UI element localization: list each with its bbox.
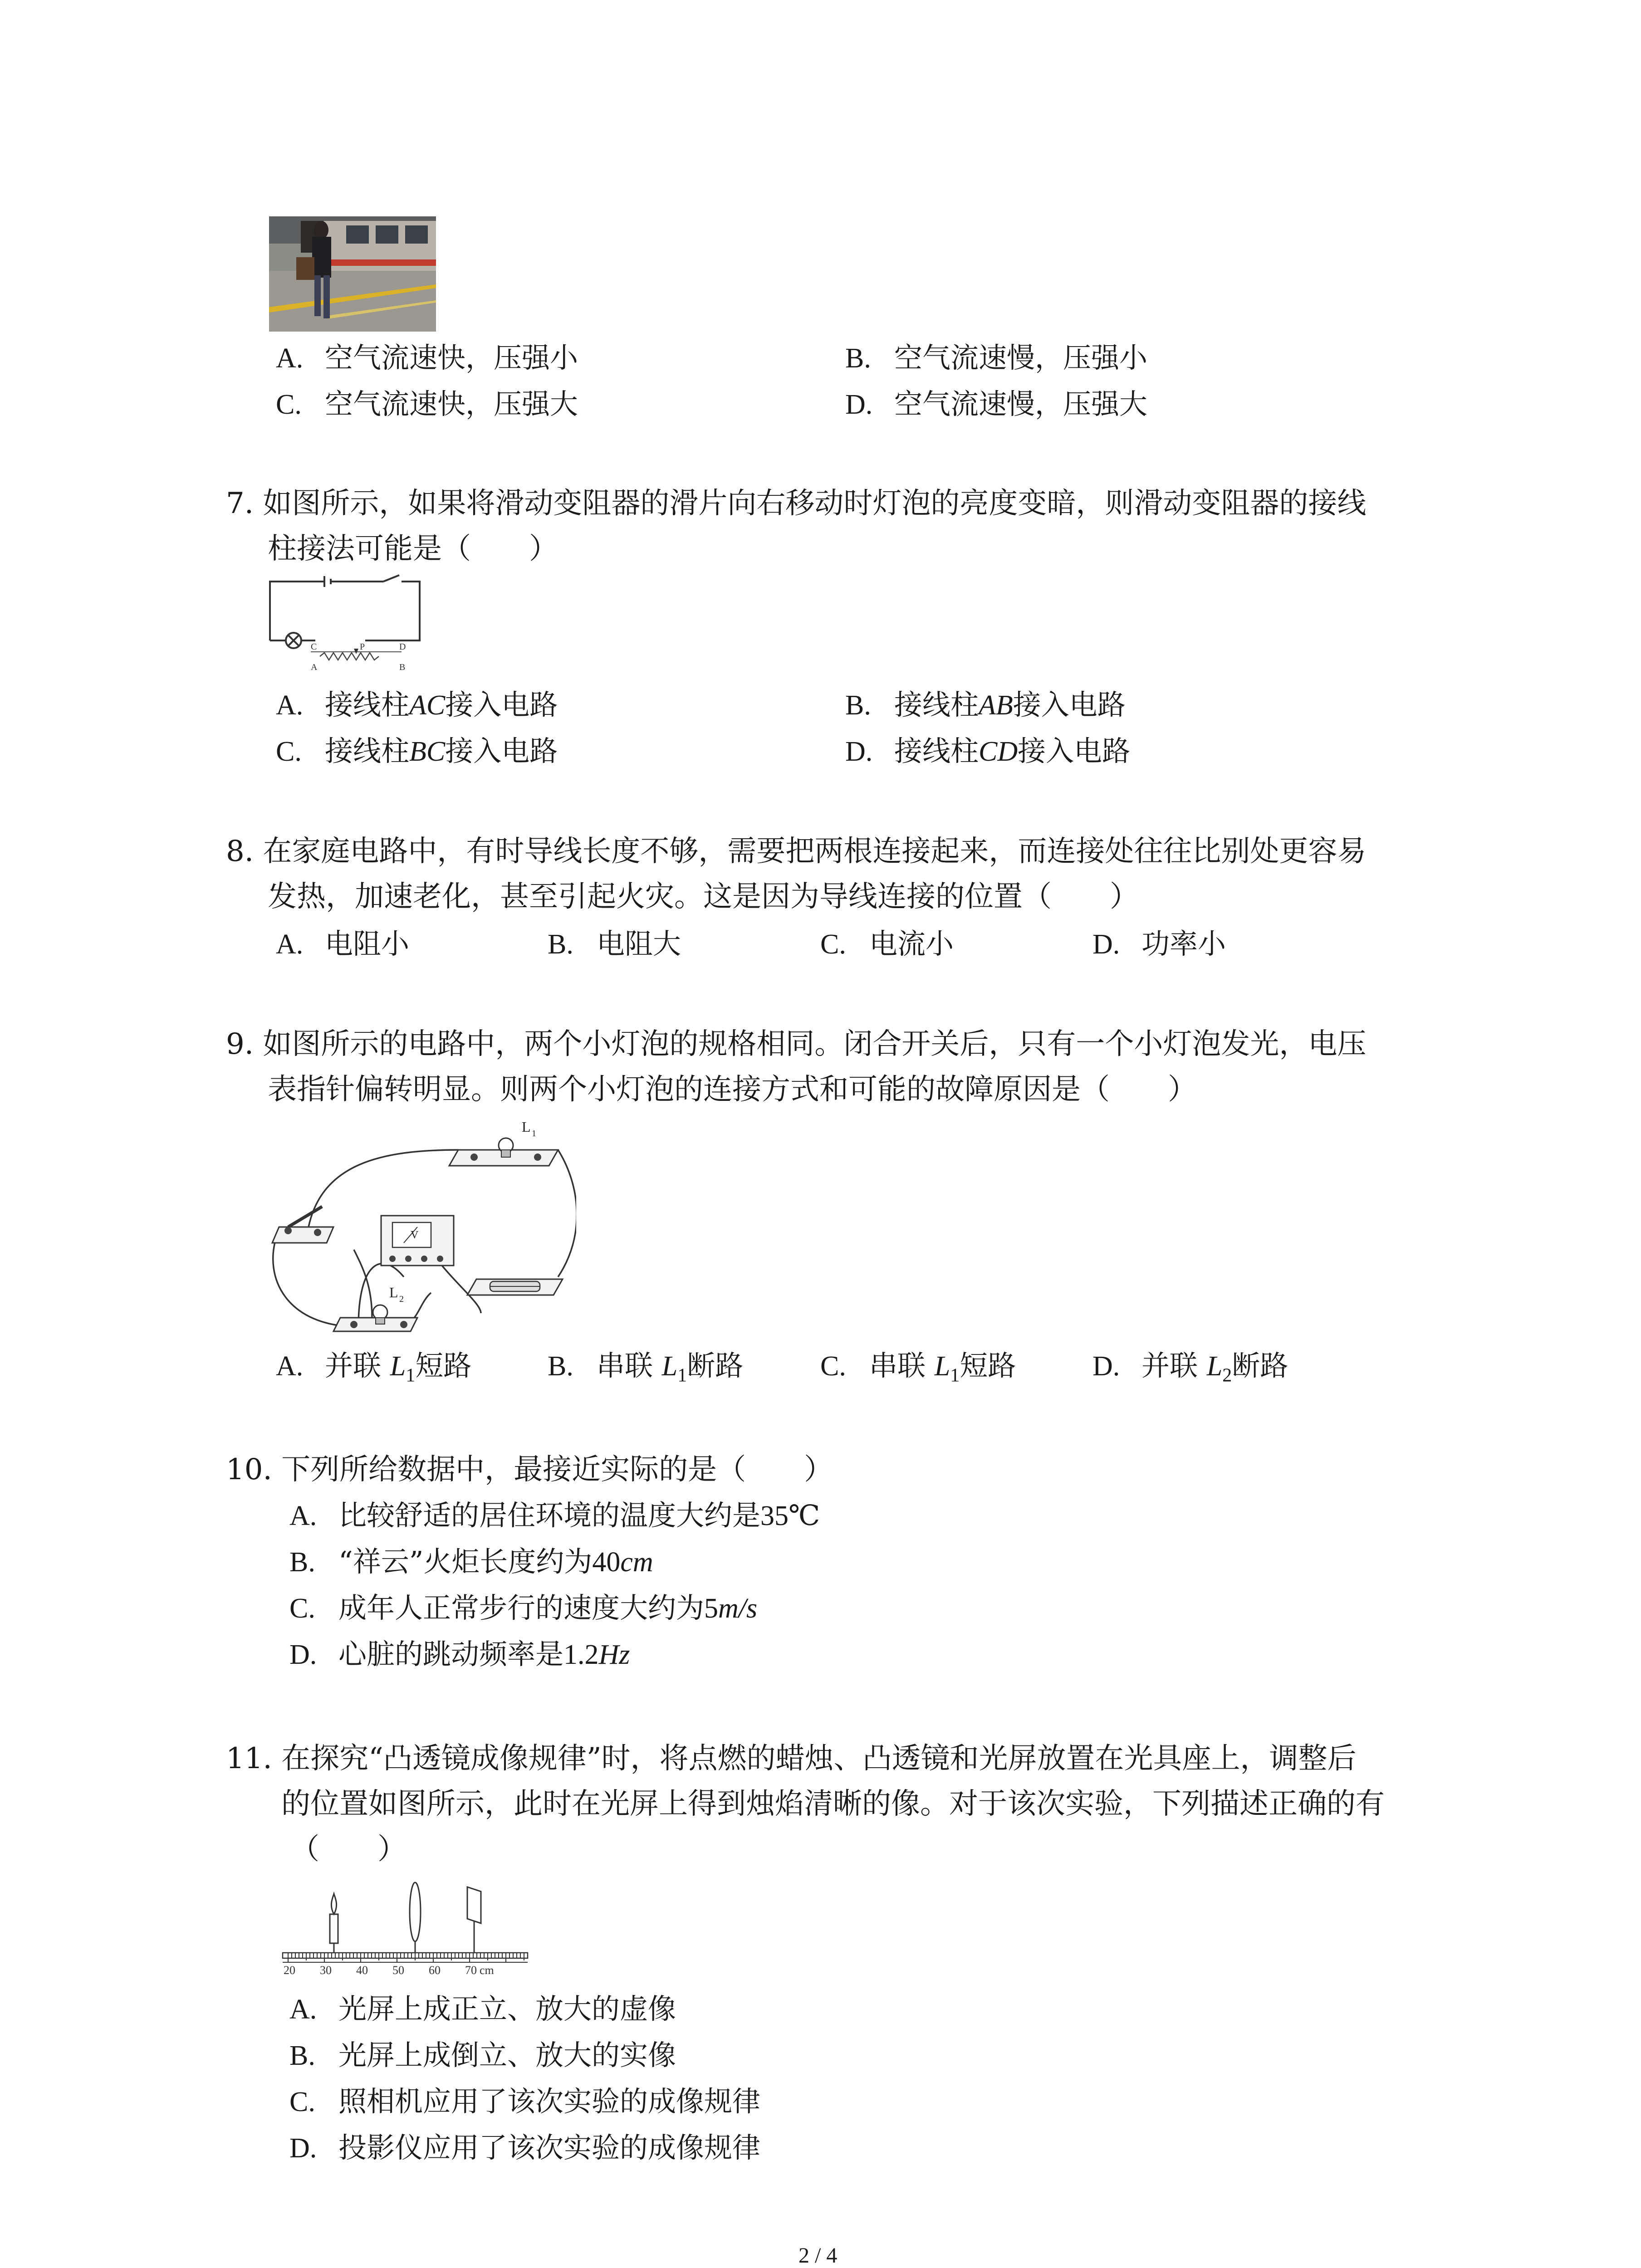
q7-stem-line1: 7. 如图所示，如果将滑动变阻器的滑片向右移动时灯泡的亮度变暗，则滑动变阻器的接线	[226, 487, 1367, 520]
q11-stem-line1: 11. 在探究“凸透镜成像规律”时，将点燃的蜡烛、凸透镜和光屏放置在光具座上，调整后	[226, 1742, 1357, 1775]
l1-subscript: 1	[532, 1129, 536, 1139]
q7-circuit-figure	[265, 572, 424, 677]
q8-stem-line1: 8. 在家庭电路中，有时导线长度不够，需要把两根连接起来，而连接处往往比别处更容易	[226, 835, 1367, 868]
q6-option-b[interactable]: B. 空气流速慢，压强小	[845, 341, 1148, 374]
q11-option-d[interactable]: D. 投影仪应用了该次实验的成像规律	[289, 2131, 761, 2164]
q6-option-d[interactable]: D. 空气流速慢，压强大	[845, 387, 1148, 420]
ruler-tick-label: 60	[429, 1964, 441, 1977]
ruler-tick-label: 50	[392, 1964, 404, 1977]
terminal-label-b: B	[399, 662, 406, 672]
q10-option-a[interactable]: A. 比较舒适的居住环境的温度大约是35℃	[289, 1499, 820, 1532]
slider-label-p: P	[360, 642, 365, 652]
q9-option-c[interactable]: C. 串联 $L_1$短路	[820, 1349, 1016, 1386]
ruler-tick-label: 30	[320, 1964, 332, 1977]
q8-option-d[interactable]: D. 功率小	[1092, 927, 1226, 960]
q10-option-c[interactable]: C. 成年人正常步行的速度大约为5m/s	[289, 1591, 758, 1624]
terminal-label-a: A	[311, 662, 318, 672]
q11-stem-line2: 的位置如图所示，此时在光屏上得到烛焰清晰的像。对于该次实验，下列描述正确的有	[281, 1787, 1385, 1821]
l1-label: L	[522, 1119, 531, 1135]
q11-optical-bench-figure	[279, 1873, 533, 1978]
l2-label: L	[389, 1284, 398, 1300]
q6-option-a[interactable]: A. 空气流速快，压强小	[276, 341, 578, 374]
q9-circuit-figure	[268, 1114, 576, 1338]
ruler-tick-label: 20	[284, 1964, 295, 1977]
ruler-tick-label: 70	[465, 1964, 477, 1977]
q7-option-a[interactable]: A. 接线柱AC接入电路	[276, 688, 558, 721]
q6-option-c[interactable]: C. 空气流速快，压强大	[276, 387, 578, 420]
q9-option-b[interactable]: B. 串联 $L_1$断路	[548, 1349, 744, 1386]
q10-stem: 10. 下列所给数据中，最接近实际的是（ ）	[226, 1453, 833, 1486]
terminal-label-d: D	[399, 642, 406, 652]
q7-stem-line2: 柱接法可能是（ ）	[268, 532, 558, 566]
page-number: 2 / 4	[798, 2244, 838, 2268]
ruler-unit-label: cm	[480, 1964, 494, 1977]
q11-option-a[interactable]: A. 光屏上成正立、放大的虚像	[289, 1992, 676, 2025]
q8-option-b[interactable]: B. 电阻大	[548, 927, 681, 960]
q8-stem-line2: 发热，加速老化，甚至引起火灾。这是因为导线连接的位置（ ）	[268, 880, 1139, 914]
q9-stem-line1: 9. 如图所示的电路中，两个小灯泡的规格相同。闭合开关后，只有一个小灯泡发光，电压	[226, 1027, 1367, 1061]
q9-option-a[interactable]: A. 并联 $L_1$短路	[276, 1349, 472, 1386]
q7-option-d[interactable]: D. 接线柱CD接入电路	[845, 734, 1131, 767]
subway-platform-photo	[269, 216, 436, 332]
q9-option-d[interactable]: D. 并联 $L_2$断路	[1092, 1349, 1288, 1386]
q8-option-a[interactable]: A. 电阻小	[276, 927, 410, 960]
l2-subscript: 2	[399, 1294, 404, 1304]
ruler-tick-label: 40	[356, 1964, 368, 1977]
voltmeter-label-v: V	[411, 1229, 419, 1241]
q9-stem-line2: 表指针偏转明显。则两个小灯泡的连接方式和可能的故障原因是（ ）	[268, 1073, 1197, 1106]
q11-option-c[interactable]: C. 照相机应用了该次实验的成像规律	[289, 2085, 761, 2118]
q7-option-c[interactable]: C. 接线柱BC接入电路	[276, 734, 558, 767]
q10-option-d[interactable]: D. 心脏的跳动频率是1.2Hz	[289, 1637, 630, 1671]
q11-stem-line3: （ ）	[290, 1833, 407, 1866]
q11-option-b[interactable]: B. 光屏上成倒立、放大的实像	[289, 2038, 676, 2072]
terminal-label-c: C	[311, 642, 317, 652]
q10-option-b[interactable]: B. “祥云”火炬长度约为40cm	[289, 1545, 653, 1578]
q7-option-b[interactable]: B. 接线柱AB接入电路	[845, 688, 1126, 721]
q8-option-c[interactable]: C. 电流小	[820, 927, 954, 960]
